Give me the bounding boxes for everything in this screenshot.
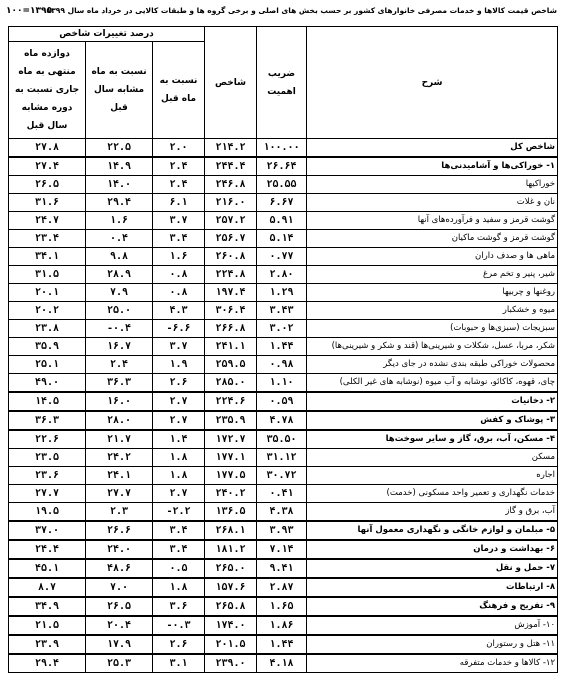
row-weight: ۱.۱۰ <box>257 374 307 393</box>
row-monthly: ۲.۴ <box>153 176 205 194</box>
row-desc: ۹- تفریح و فرهنگ <box>307 597 558 616</box>
row-monthly: ۲.۷ <box>153 411 205 430</box>
table-row <box>9 374 558 393</box>
row-yoy: ۱۶.۰ <box>86 392 153 411</box>
row-monthly: ۱.۸ <box>153 467 205 485</box>
row-weight: ۷.۱۴ <box>257 540 307 559</box>
table-row <box>9 616 558 635</box>
row-monthly: ۳.۶ <box>153 597 205 616</box>
row-monthly: ۴.۳ <box>153 302 205 320</box>
row-yoy: ۰.۴ <box>86 230 153 248</box>
row-desc: شیر، پنیر و تخم مرغ <box>307 266 558 284</box>
row-monthly: ۲.۶ <box>153 635 205 654</box>
row-index: ۲۶۵.۰ <box>205 559 257 578</box>
row-desc: اجاره <box>307 467 558 485</box>
row-desc: ۶- بهداشت و درمان <box>307 540 558 559</box>
row-twelve: ۴۵.۱ <box>9 559 86 578</box>
row-yoy: ۷.۹ <box>86 284 153 302</box>
table-row <box>9 157 558 176</box>
row-twelve: ۴۹.۰ <box>9 374 86 393</box>
row-twelve: ۳۴.۹ <box>9 597 86 616</box>
header-monthly: نسبت به ماه قبل <box>153 42 205 139</box>
row-yoy: ۲۵.۰ <box>86 302 153 320</box>
row-monthly: ۳.۴ <box>153 230 205 248</box>
row-twelve: ۲۰.۲ <box>9 302 86 320</box>
row-yoy: ۷.۰ <box>86 578 153 597</box>
row-weight: ۱.۲۹ <box>257 284 307 302</box>
row-yoy: ۱۴.۰ <box>86 176 153 194</box>
row-twelve: ۳۶.۳ <box>9 411 86 430</box>
row-index: ۱۷۷.۱ <box>205 449 257 467</box>
row-monthly: ۰.۸ <box>153 284 205 302</box>
row-weight: ۲.۸۷ <box>257 578 307 597</box>
row-monthly: ۱.۴ <box>153 430 205 449</box>
table-row <box>9 540 558 559</box>
row-index: ۲۰۱.۵ <box>205 635 257 654</box>
table-row <box>9 176 558 194</box>
row-yoy: ۱۶.۷ <box>86 338 153 356</box>
row-desc: گوشت قرمز و گوشت ماکیان <box>307 230 558 248</box>
header-twelve-month: دوازده ماه منتهی به ماه جاری نسبت به دوره مشابه سال قبل <box>9 42 86 139</box>
row-desc: نان و غلات <box>307 194 558 212</box>
row-yoy: ۱۷.۹ <box>86 635 153 654</box>
row-weight: ۳۱.۱۲ <box>257 449 307 467</box>
row-twelve: ۲۴.۷ <box>9 212 86 230</box>
table-row <box>9 521 558 540</box>
row-twelve: ۲۴.۴ <box>9 540 86 559</box>
row-monthly: ۶.۱ <box>153 194 205 212</box>
table-title: شاخص قیمت کالاها و خدمات مصرفی خانوارهای کشور بر حسب بخش های اصلی و برخی گروه ها و طبقات کالایی در خرداد ماه سال ۱۳۹۹ <box>46 6 557 15</box>
row-desc: خدمات نگهداری و تعمیر واحد مسکونی (خدمت) <box>307 485 558 503</box>
row-yoy: ۲۸.۹ <box>86 266 153 284</box>
row-yoy: ۳۶.۳ <box>86 374 153 393</box>
table-row <box>9 503 558 522</box>
row-yoy: ۱۴.۹ <box>86 157 153 176</box>
row-monthly: ۲.۴ <box>153 157 205 176</box>
base-year-label: ۱۰۰=۱۳۹۵ <box>6 6 52 16</box>
row-weight: ۴.۳۸ <box>257 503 307 522</box>
row-weight: ۳۵.۵۰ <box>257 430 307 449</box>
table-row <box>9 392 558 411</box>
row-desc: ۱۰- آموزش <box>307 616 558 635</box>
row-index: ۲۶۶.۸ <box>205 320 257 338</box>
row-index: ۲۶۸.۱ <box>205 521 257 540</box>
row-yoy: ۴۸.۶ <box>86 559 153 578</box>
row-weight: ۰.۵۹ <box>257 392 307 411</box>
row-desc: شاخص کل <box>307 139 558 158</box>
row-monthly: ۱.۶ <box>153 248 205 266</box>
row-monthly: ۱.۸ <box>153 578 205 597</box>
row-twelve: ۲۳.۸ <box>9 320 86 338</box>
row-weight: ۴.۱۸ <box>257 654 307 673</box>
row-index: ۱۹۷.۴ <box>205 284 257 302</box>
row-desc: ۲- دخانیات <box>307 392 558 411</box>
row-index: ۲۶۰.۸ <box>205 248 257 266</box>
row-index: ۳۰۶.۴ <box>205 302 257 320</box>
row-twelve: ۲۷.۴ <box>9 157 86 176</box>
row-monthly: ۳.۱ <box>153 654 205 673</box>
row-yoy: ۲۶.۵ <box>86 597 153 616</box>
row-index: ۲۲۴.۸ <box>205 266 257 284</box>
header-desc: شرح <box>307 27 558 139</box>
row-weight: ۰.۴۱ <box>257 485 307 503</box>
row-twelve: ۲۰.۱ <box>9 284 86 302</box>
row-desc: ماهی ها و صدف داران <box>307 248 558 266</box>
row-desc: ۵- مبلمان و لوازم خانگی و نگهداری معمول آنها <box>307 521 558 540</box>
row-desc: چای، قهوه، کاکائو، نوشابه و آب میوه (نوشابه های غیر الکلی) <box>307 374 558 393</box>
table-row <box>9 449 558 467</box>
row-yoy: ۲۱.۷ <box>86 430 153 449</box>
table-row <box>9 356 558 374</box>
table-row <box>9 230 558 248</box>
row-yoy: ۰.۴- <box>86 320 153 338</box>
row-monthly: ۲.۲- <box>153 503 205 522</box>
row-weight: ۱.۶۵ <box>257 597 307 616</box>
row-index: ۲۵۷.۲ <box>205 212 257 230</box>
row-desc: ۱- خوراکی‌ها و آشامیدنی‌ها <box>307 157 558 176</box>
row-weight: ۰.۷۷ <box>257 248 307 266</box>
row-monthly: ۶.۶- <box>153 320 205 338</box>
row-index: ۱۵۷.۶ <box>205 578 257 597</box>
row-monthly: ۰.۳- <box>153 616 205 635</box>
table-row <box>9 248 558 266</box>
row-twelve: ۳۵.۹ <box>9 338 86 356</box>
row-monthly: ۱.۹ <box>153 356 205 374</box>
table-row <box>9 338 558 356</box>
row-index: ۲۱۴.۲ <box>205 139 257 158</box>
row-weight: ۹.۴۱ <box>257 559 307 578</box>
row-desc: ۸- ارتباطات <box>307 578 558 597</box>
page-header <box>0 0 565 22</box>
row-monthly: ۰.۵ <box>153 559 205 578</box>
row-index: ۲۸۵.۰ <box>205 374 257 393</box>
row-twelve: ۲۳.۵ <box>9 449 86 467</box>
row-weight: ۳۰.۷۲ <box>257 467 307 485</box>
table-row <box>9 597 558 616</box>
table-row <box>9 578 558 597</box>
row-index: ۱۷۷.۵ <box>205 467 257 485</box>
row-monthly: ۲.۷ <box>153 392 205 411</box>
row-desc: ۷- حمل و نقل <box>307 559 558 578</box>
row-desc: مسکن <box>307 449 558 467</box>
row-monthly: ۳.۷ <box>153 338 205 356</box>
row-weight: ۱.۴۴ <box>257 635 307 654</box>
row-weight: ۵.۱۴ <box>257 230 307 248</box>
row-weight: ۱۰۰.۰۰ <box>257 139 307 158</box>
row-monthly: ۲.۷ <box>153 485 205 503</box>
row-yoy: ۲۷.۷ <box>86 485 153 503</box>
table-row <box>9 284 558 302</box>
row-yoy: ۲۲.۵ <box>86 139 153 158</box>
header-yoy: نسبت به ماه مشابه سال قبل <box>86 42 153 139</box>
row-twelve: ۲۵.۱ <box>9 356 86 374</box>
table-row <box>9 654 558 673</box>
row-desc: آب، برق و گاز <box>307 503 558 522</box>
row-index: ۲۵۶.۷ <box>205 230 257 248</box>
row-monthly: ۳.۴ <box>153 521 205 540</box>
row-desc: خوراکیها <box>307 176 558 194</box>
row-weight: ۳.۹۳ <box>257 521 307 540</box>
row-index: ۱۸۱.۲ <box>205 540 257 559</box>
row-desc: ۱۱- هتل و رستوران <box>307 635 558 654</box>
row-index: ۲۱۶.۰ <box>205 194 257 212</box>
cpi-table <box>8 26 558 673</box>
header-weight: ضریب اهمیت <box>257 27 307 139</box>
row-monthly: ۳.۴ <box>153 540 205 559</box>
row-weight: ۵.۹۱ <box>257 212 307 230</box>
row-twelve: ۲۳.۹ <box>9 635 86 654</box>
row-desc: میوه و خشکبار <box>307 302 558 320</box>
row-yoy: ۲۴.۰ <box>86 540 153 559</box>
row-index: ۲۳۹.۰ <box>205 654 257 673</box>
table-row <box>9 139 558 158</box>
row-desc: روغنها و چربیها <box>307 284 558 302</box>
row-yoy: ۲۶.۶ <box>86 521 153 540</box>
row-index: ۲۴۴.۴ <box>205 157 257 176</box>
row-weight: ۳.۰۲ <box>257 320 307 338</box>
row-monthly: ۲.۶ <box>153 374 205 393</box>
row-twelve: ۱۴.۵ <box>9 392 86 411</box>
row-twelve: ۳۷.۰ <box>9 521 86 540</box>
table-row <box>9 635 558 654</box>
row-twelve: ۲۳.۴ <box>9 230 86 248</box>
row-weight: ۲۵.۵۵ <box>257 176 307 194</box>
row-twelve: ۳۱.۵ <box>9 266 86 284</box>
row-twelve: ۱۹.۵ <box>9 503 86 522</box>
table-row <box>9 559 558 578</box>
row-desc: سبزیجات (سبزی‌ها و حبوبات) <box>307 320 558 338</box>
row-index: ۲۳۵.۹ <box>205 411 257 430</box>
row-yoy: ۲۴.۱ <box>86 467 153 485</box>
row-desc: ۴- مسکن، آب، برق، گاز و سایر سوخت‌ها <box>307 430 558 449</box>
row-index: ۲۴۶.۸ <box>205 176 257 194</box>
row-yoy: ۲.۳ <box>86 503 153 522</box>
row-weight: ۱.۴۴ <box>257 338 307 356</box>
table-row <box>9 302 558 320</box>
row-yoy: ۲۵.۳ <box>86 654 153 673</box>
table-row <box>9 194 558 212</box>
row-index: ۱۳۶.۵ <box>205 503 257 522</box>
table-row <box>9 485 558 503</box>
table-row <box>9 266 558 284</box>
row-weight: ۴.۷۸ <box>257 411 307 430</box>
row-yoy: ۲۴.۲ <box>86 449 153 467</box>
row-twelve: ۲۶.۵ <box>9 176 86 194</box>
header-index: شاخص <box>205 27 257 139</box>
row-weight: ۲.۸۰ <box>257 266 307 284</box>
row-yoy: ۲۹.۴ <box>86 194 153 212</box>
header-change-group: درصد تغییرات شاخص <box>9 27 205 42</box>
row-index: ۲۴۱.۱ <box>205 338 257 356</box>
row-yoy: ۹.۸ <box>86 248 153 266</box>
table-row <box>9 430 558 449</box>
row-twelve: ۲۹.۴ <box>9 654 86 673</box>
row-weight: ۲۶.۶۴ <box>257 157 307 176</box>
row-index: ۱۷۲.۷ <box>205 430 257 449</box>
row-twelve: ۸.۷ <box>9 578 86 597</box>
table-row <box>9 320 558 338</box>
row-twelve: ۲۷.۸ <box>9 139 86 158</box>
row-twelve: ۳۱.۶ <box>9 194 86 212</box>
row-weight: ۱.۸۶ <box>257 616 307 635</box>
row-yoy: ۲.۴ <box>86 356 153 374</box>
row-yoy: ۲۰.۴ <box>86 616 153 635</box>
row-monthly: ۲.۰ <box>153 139 205 158</box>
row-desc: ۱۲- کالاها و خدمات متفرقه <box>307 654 558 673</box>
table-row <box>9 411 558 430</box>
table-row <box>9 467 558 485</box>
row-index: ۱۷۴.۰ <box>205 616 257 635</box>
row-monthly: ۳.۷ <box>153 212 205 230</box>
row-desc: ۳- پوشاک و کفش <box>307 411 558 430</box>
row-index: ۲۵۹.۵ <box>205 356 257 374</box>
row-desc: محصولات خوراکی طبقه بندی نشده در جای دیگر <box>307 356 558 374</box>
row-desc: شکر، مربا، عسل، شکلات و شیرینی‌ها (قند و شکر و شیرینی‌ها) <box>307 338 558 356</box>
row-index: ۲۲۴.۶ <box>205 392 257 411</box>
row-weight: ۶.۶۷ <box>257 194 307 212</box>
row-index: ۲۶۵.۸ <box>205 597 257 616</box>
row-twelve: ۲۷.۷ <box>9 485 86 503</box>
row-twelve: ۲۲.۶ <box>9 430 86 449</box>
row-monthly: ۰.۸ <box>153 266 205 284</box>
row-weight: ۰.۹۸ <box>257 356 307 374</box>
row-index: ۲۴۰.۲ <box>205 485 257 503</box>
row-monthly: ۱.۸ <box>153 449 205 467</box>
row-twelve: ۲۱.۵ <box>9 616 86 635</box>
row-desc: گوشت قرمز و سفید و فرآورده‌های آنها <box>307 212 558 230</box>
table-row <box>9 212 558 230</box>
row-yoy: ۲۸.۰ <box>86 411 153 430</box>
row-yoy: ۱.۶ <box>86 212 153 230</box>
row-twelve: ۳۴.۱ <box>9 248 86 266</box>
row-twelve: ۲۳.۶ <box>9 467 86 485</box>
row-weight: ۳.۴۳ <box>257 302 307 320</box>
